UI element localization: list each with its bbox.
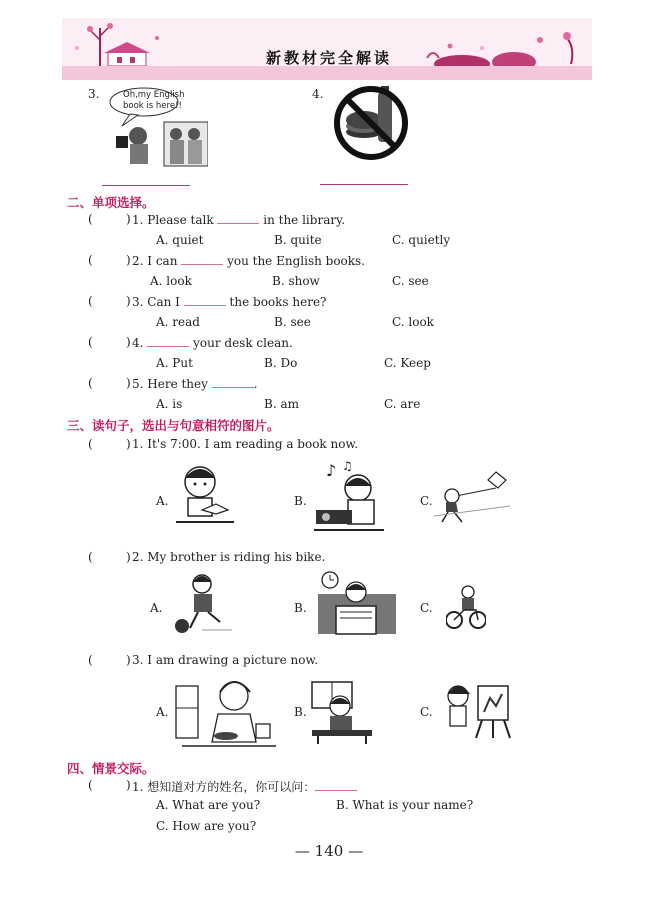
question-stem: 2. My brother is riding his bike. — [132, 550, 326, 564]
item-4-number: 4. — [312, 87, 324, 101]
option-a-label: A. — [156, 705, 169, 719]
answer-paren-close: ) — [126, 778, 131, 792]
answer-paren-open: ( — [88, 335, 93, 349]
option-a: A. look — [150, 274, 192, 288]
stem-part: 3. Can I — [132, 295, 180, 309]
answer-paren-open: ( — [88, 778, 93, 792]
girl-painting-picture — [442, 682, 522, 744]
option-b-label: B. — [294, 494, 307, 508]
question-stem — [132, 376, 258, 391]
item-4-answer-line — [320, 184, 408, 185]
answer-paren-close: ) — [126, 653, 131, 667]
option-b: B. see — [274, 315, 311, 329]
answer-paren-open: ( — [88, 653, 93, 667]
option-c-label: C. — [420, 601, 433, 615]
option-a: A. What are you? — [156, 798, 261, 812]
option-b: B. What is your name? — [336, 798, 474, 812]
stem-part: your desk clean. — [193, 336, 293, 350]
option-a: A. read — [156, 315, 200, 329]
answer-paren-close: ) — [126, 294, 131, 308]
blank-line — [217, 212, 259, 224]
option-c-label: C. — [420, 705, 433, 719]
answer-paren-open: ( — [88, 212, 93, 226]
option-c-label: C. — [420, 494, 433, 508]
answer-paren-close: ) — [126, 335, 131, 349]
answer-paren-open: ( — [88, 294, 93, 308]
answer-paren-open: ( — [88, 376, 93, 390]
option-c: C. Keep — [384, 356, 431, 370]
answer-paren-open: ( — [88, 437, 93, 451]
question-stem — [132, 253, 365, 268]
answer-paren-open: ( — [88, 550, 93, 564]
boy-listening-music-picture — [312, 458, 386, 544]
girl-cooking-picture — [172, 674, 280, 756]
option-c: C. look — [392, 315, 434, 329]
option-a-label: A. — [156, 494, 169, 508]
svg-text:♫: ♫ — [342, 459, 353, 473]
question-stem — [132, 212, 345, 227]
question-stem — [132, 294, 327, 309]
answer-paren-close: ) — [126, 253, 131, 267]
option-a: A. Put — [156, 356, 193, 370]
stem-part: 1. Please talk — [132, 213, 214, 227]
option-a-label: A. — [150, 601, 163, 615]
page-number: — 140 — — [294, 842, 364, 860]
option-c: C. are — [384, 397, 421, 411]
kid-flying-kite-picture — [434, 466, 512, 532]
option-a: A. quiet — [156, 233, 204, 247]
option-b: B. am — [264, 397, 299, 411]
stem-part: you the English books. — [227, 254, 366, 268]
stem-part: 2. I can — [132, 254, 178, 268]
option-c: C. How are you? — [156, 819, 257, 833]
stem-part: . — [253, 377, 258, 391]
svg-text:♪: ♪ — [326, 461, 337, 480]
boy-writing-at-desk-picture — [310, 680, 374, 748]
answer-paren-close: ) — [126, 437, 131, 451]
blank-line — [184, 294, 226, 306]
option-b: B. Do — [264, 356, 298, 370]
question-stem: 1. It's 7:00. I am reading a book now. — [132, 437, 359, 451]
answer-paren-close: ) — [126, 212, 131, 226]
section-3-title: 三、读句子，选出与句意相符的图片。 — [67, 418, 280, 433]
question-stem: 3. I am drawing a picture now. — [132, 653, 319, 667]
question-stem — [132, 335, 293, 350]
answer-paren-open: ( — [88, 253, 93, 267]
option-b-label: B. — [294, 601, 307, 615]
option-b: B. show — [272, 274, 320, 288]
speech-bubble-text: Oh,my English book is here!! — [123, 90, 185, 111]
page-title: 新教材完全解读 — [265, 49, 392, 67]
boy-reading-picture — [172, 462, 238, 532]
no-food-drink-sign — [332, 84, 410, 166]
boy-playing-football-picture — [172, 572, 236, 642]
blank-line — [315, 779, 357, 791]
section-2-title: 二、单项选择。 — [67, 195, 155, 210]
stem-part: 1. 想知道对方的姓名，你可以问： — [132, 780, 316, 794]
item-3-number: 3. — [88, 87, 100, 101]
option-b-label: B. — [294, 705, 307, 719]
blank-line — [212, 376, 254, 388]
boy-watching-tv-picture — [316, 570, 398, 644]
stem-part: 4. — [132, 336, 144, 350]
answer-paren-close: ) — [126, 376, 131, 390]
section-4-title: 四、情景交际。 — [67, 761, 155, 776]
kid-riding-bike-picture — [446, 584, 486, 634]
stem-part: in the library. — [263, 213, 346, 227]
option-c: C. quietly — [392, 233, 451, 247]
stem-part: the books here? — [229, 295, 327, 309]
blank-line — [181, 253, 223, 265]
question-stem — [132, 778, 357, 795]
option-b: B. quite — [274, 233, 322, 247]
item-3-answer-line — [102, 185, 190, 186]
option-c: C. see — [392, 274, 429, 288]
answer-paren-close: ) — [126, 550, 131, 564]
blank-line — [147, 335, 189, 347]
stem-part: 5. Here they — [132, 377, 208, 391]
option-a: A. is — [156, 397, 183, 411]
